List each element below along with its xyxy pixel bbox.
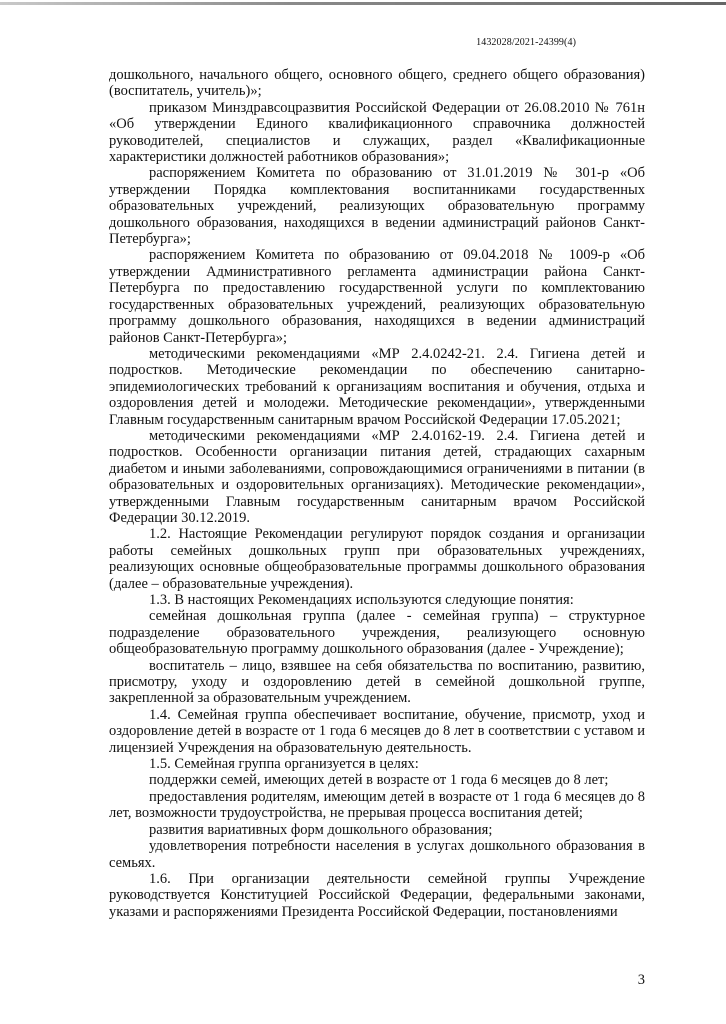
scan-top-edge xyxy=(0,2,726,5)
paragraph: 1.6. При организации деятельности семейной группы Учреждение руководствуется Конституцией Российской Федерации, федеральными законами, указами и распоряжениями Президента Российской Федерации, постановлениями xyxy=(109,870,645,920)
paragraph: поддержки семей, имеющих детей в возрасте от 1 года 6 месяцев до 8 лет; xyxy=(149,772,609,789)
paragraph: развития вариативных форм дошкольного образования; xyxy=(149,821,493,838)
paragraph: удовлетворения потребности населения в услугах дошкольного образования в семьях. xyxy=(109,838,645,871)
paragraph: 1.2. Настоящие Рекомендации регулируют порядок создания и организации работы семейных дошкольных групп при образовательных учреждениях, реализующих основные общеобразовательные программы дошкольного образования (далее – образовательные учреждения). xyxy=(109,526,645,592)
paragraph: 1.3. В настоящих Рекомендациях используются следующие понятия: xyxy=(149,592,574,608)
paragraph: распоряжением Комитета по образованию от 09.04.2018 № 1009-р «Об утверждении Административного регламента администрации района Санкт-Петербурга по предоставлению государственной услуги по комплектованию государственных образовательных учреждений, реализующих образовательную программу дошкольного образования, находящихся в ведении администраций районов Санкт-Петербурга»; xyxy=(109,247,645,346)
paragraph: приказом Минздравсоцразвития Российской Федерации от 26.08.2010 № 761н «Об утверждении Единого квалификационного справочника должностей руководителей, специалистов и служащих, раздел «Квалификационные характеристики должностей работников образования»; xyxy=(109,99,645,166)
paragraph: распоряжением Комитета по образованию от 31.01.2019 № 301-р «Об утверждении Порядка комплектования воспитанниками государственных образовательных учреждений, реализующих образовательную программу дошкольного образования, находящихся в ведении администраций районов Санкт-Петербурга»; xyxy=(109,165,645,248)
paragraph: дошкольного, начального общего, основного общего, среднего общего образования) (воспитатель, учитель)»; xyxy=(109,67,645,100)
paragraph: методическими рекомендациями «МР 2.4.0242-21. 2.4. Гигиена детей и подростков. Методические рекомендации по обеспечению санитарно-эпидемиологических требований к организациям воспитания и обучения, отдыха и оздоровления детей и молодежи. Методические рекомендации», утвержденными Главным государственным санитарным врачом Российской Федерации 17.05.2021; xyxy=(109,345,645,428)
page-number: 3 xyxy=(637,972,645,988)
paragraph: семейная дошкольная группа (далее - семейная группа) – структурное подразделение образовательного учреждения, реализующего основную общеобразовательную программу дошкольного образования (далее - Учреждение); xyxy=(109,608,645,658)
paragraph: предоставления родителям, имеющим детей в возрасте от 1 года 6 месяцев до 8 лет, возможности трудоустройства, не прерывая процесса воспитания детей; xyxy=(109,788,645,822)
paragraph: 1.4. Семейная группа обеспечивает воспитание, обучение, присмотр, уход и оздоровление детей в возрасте от 1 года 6 месяцев до 8 лет в соответствии с уставом и лицензией Учреждения на образовательную деятельность. xyxy=(109,706,645,756)
paragraph: методическими рекомендациями «МР 2.4.0162-19. 2.4. Гигиена детей и подростков. Особенности организации питания детей, страдающих сахарным диабетом и иными заболеваниями, сопровождающимися ограничениями в питании (в образовательных и оздоровительных организациях). Методические рекомендации», утвержденными Главным государственным санитарным врачом Российской Федерации 30.12.2019. xyxy=(109,427,645,526)
paragraph: воспитатель – лицо, взявшее на себя обязательства по воспитанию, развитию, присмотру, уходу и оздоровлению детей в семейной дошкольной группе, закрепленной за образовательным учреждением. xyxy=(109,657,645,707)
document-body xyxy=(109,67,645,920)
document-number: 1432028/2021-24399(4) xyxy=(476,37,576,48)
paragraph: 1.5. Семейная группа организуется в целях: xyxy=(149,756,419,773)
